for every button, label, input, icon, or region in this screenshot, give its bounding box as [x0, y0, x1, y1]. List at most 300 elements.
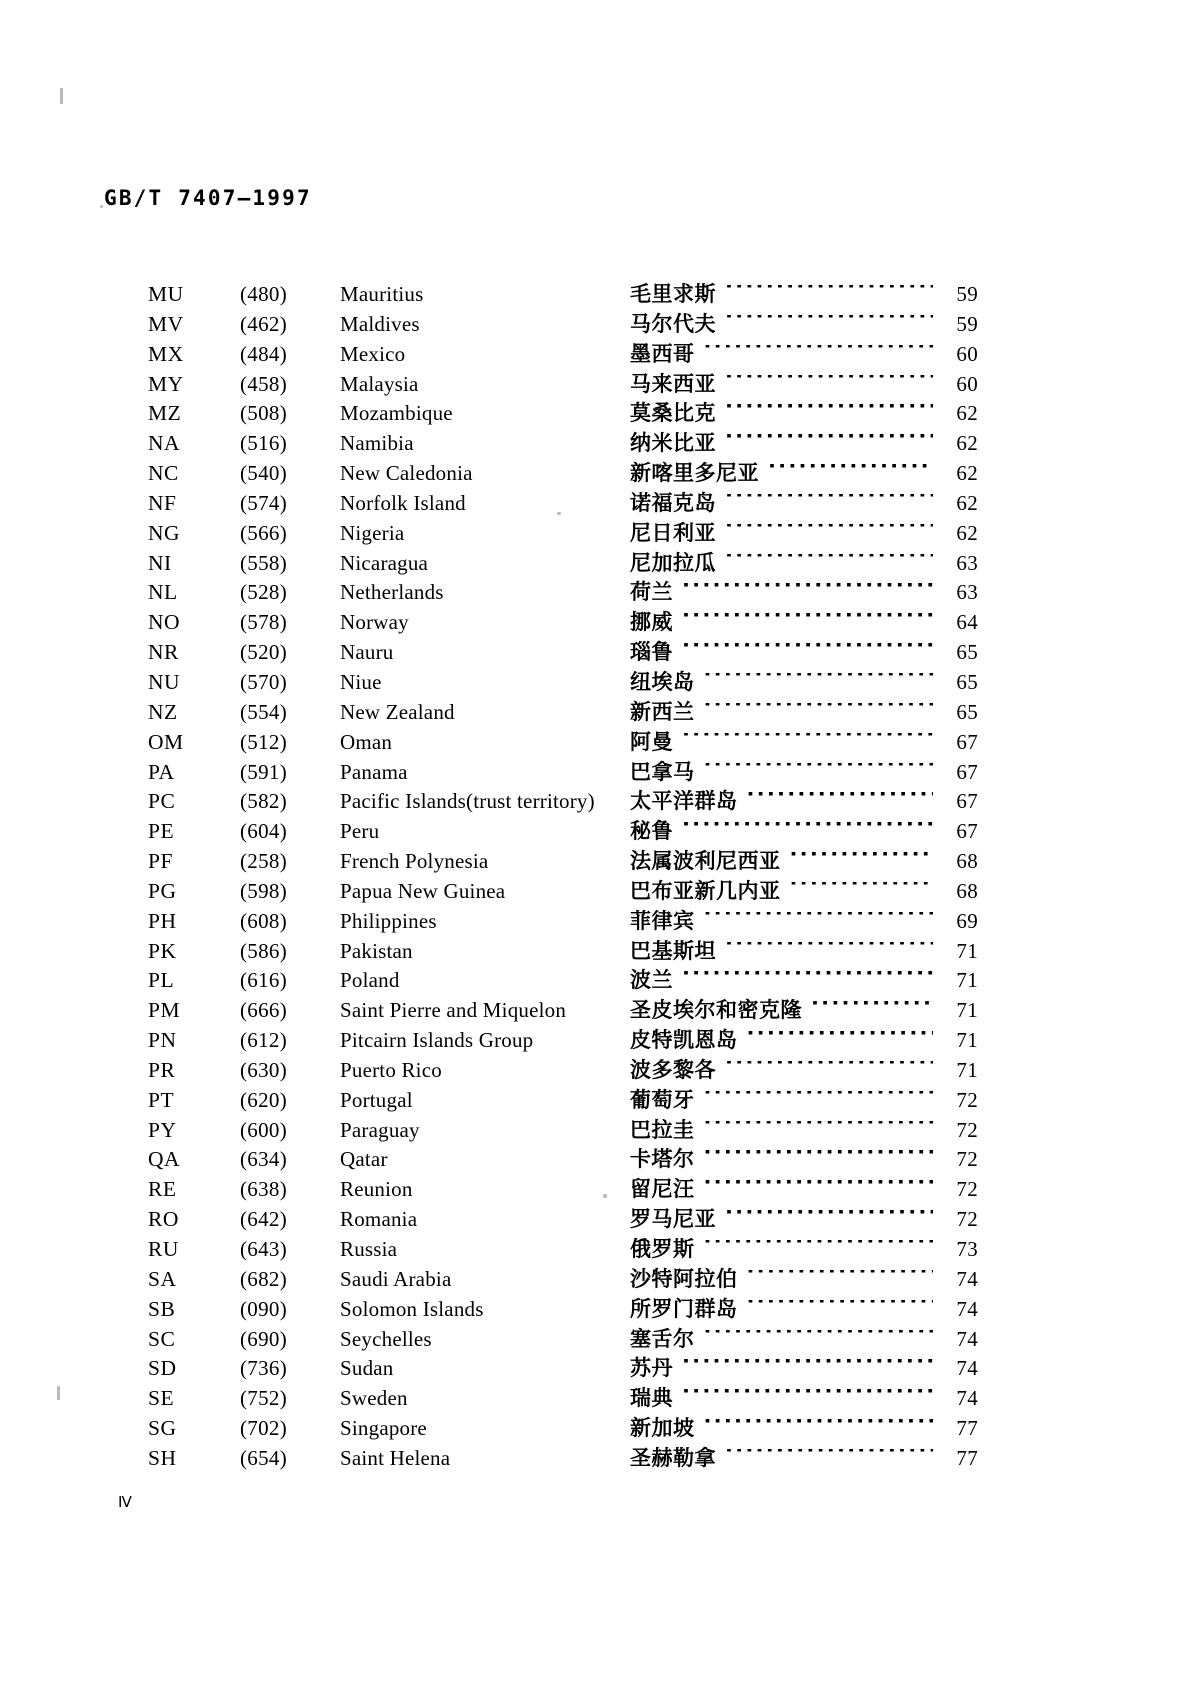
- table-row: [148, 1024, 978, 1054]
- country-name-english: Mexico: [340, 341, 406, 366]
- scan-speck: [60, 88, 63, 104]
- country-alpha-code: NA: [148, 431, 181, 456]
- page-number: 68: [956, 878, 978, 903]
- country-name-chinese: 葡萄牙: [630, 1087, 695, 1112]
- country-numeric-code: (258): [240, 849, 287, 874]
- country-name-english: Niue: [340, 669, 382, 694]
- table-row: [148, 1054, 978, 1084]
- country-numeric-code: (666): [240, 998, 287, 1023]
- dot-leader: [790, 852, 934, 868]
- country-name-chinese: 皮特凯恩岛: [630, 1028, 738, 1053]
- country-numeric-code: (512): [240, 729, 287, 754]
- country-name-english: Qatar: [340, 1147, 388, 1172]
- country-name-chinese: 新西兰: [630, 699, 695, 724]
- table-row: [148, 1233, 978, 1263]
- dot-leader: [725, 285, 933, 301]
- page-number: 62: [956, 461, 978, 486]
- country-alpha-code: SC: [148, 1326, 176, 1351]
- country-alpha-code: NI: [148, 550, 172, 575]
- page-number: 72: [956, 1087, 978, 1112]
- country-numeric-code: (620): [240, 1087, 287, 1112]
- country-alpha-code: NF: [148, 490, 177, 515]
- dot-leader: [682, 613, 933, 629]
- table-row: [148, 994, 978, 1024]
- table-row: [148, 368, 978, 398]
- chinese-name-and-leader: [630, 1412, 978, 1442]
- table-row: [148, 1114, 978, 1144]
- country-name-english: Namibia: [340, 431, 414, 456]
- country-alpha-code: NZ: [148, 699, 178, 724]
- country-numeric-code: (702): [240, 1416, 287, 1441]
- table-row: [148, 1263, 978, 1293]
- country-name-english: Reunion: [340, 1177, 413, 1202]
- chinese-name-and-leader: [630, 1263, 978, 1293]
- page-number: 72: [956, 1117, 978, 1142]
- country-name-english: Maldives: [340, 311, 420, 336]
- country-name-chinese: 莫桑比克: [630, 401, 716, 426]
- table-row: [148, 964, 978, 994]
- country-numeric-code: (570): [240, 669, 287, 694]
- chinese-name-and-leader: [630, 1143, 978, 1173]
- chinese-name-and-leader: [630, 1173, 978, 1203]
- chinese-name-and-leader: [630, 964, 978, 994]
- page-number: 74: [956, 1386, 978, 1411]
- country-name-chinese: 荷兰: [630, 580, 673, 605]
- country-name-english: Malaysia: [340, 371, 419, 396]
- page-number: 77: [956, 1445, 978, 1470]
- country-name-english: Norway: [340, 610, 409, 635]
- country-numeric-code: (690): [240, 1326, 287, 1351]
- country-name-english: Solomon Islands: [340, 1296, 484, 1321]
- country-name-english: New Zealand: [340, 699, 455, 724]
- chinese-name-and-leader: [630, 845, 978, 875]
- page-number: 72: [956, 1147, 978, 1172]
- country-alpha-code: SA: [148, 1266, 177, 1291]
- country-alpha-code: MU: [148, 282, 184, 306]
- country-alpha-code: RU: [148, 1237, 179, 1261]
- country-name-chinese: 俄罗斯: [630, 1237, 695, 1261]
- dot-leader: [682, 1359, 933, 1375]
- country-name-english: Seychelles: [340, 1326, 432, 1351]
- country-alpha-code: PM: [148, 998, 181, 1023]
- chinese-name-and-leader: [630, 636, 978, 666]
- country-name-english: Mauritius: [340, 282, 424, 306]
- table-row: [148, 397, 978, 427]
- page-number: 63: [956, 580, 978, 605]
- dot-leader: [704, 1330, 934, 1346]
- country-alpha-code: NU: [148, 669, 181, 694]
- country-numeric-code: (554): [240, 699, 287, 724]
- dot-leader: [747, 1300, 934, 1316]
- country-name-english: Panama: [340, 759, 408, 784]
- page-number: 62: [956, 431, 978, 456]
- dot-leader: [725, 1061, 933, 1077]
- country-numeric-code: (630): [240, 1057, 287, 1082]
- chinese-name-and-leader: [630, 935, 978, 965]
- table-row: [148, 636, 978, 666]
- country-numeric-code: (612): [240, 1028, 287, 1053]
- country-name-chinese: 沙特阿拉伯: [630, 1266, 738, 1291]
- country-name-chinese: 新加坡: [630, 1416, 695, 1441]
- table-row: [148, 726, 978, 756]
- chinese-name-and-leader: [630, 517, 978, 547]
- chinese-name-and-leader: [630, 696, 978, 726]
- page-number: 67: [956, 819, 978, 844]
- country-name-chinese: 圣赫勒拿: [630, 1445, 716, 1470]
- chinese-name-and-leader: [630, 487, 978, 517]
- table-row: [148, 845, 978, 875]
- dot-leader: [682, 733, 933, 749]
- page-number: 59: [956, 282, 978, 306]
- country-name-english: Poland: [340, 968, 400, 993]
- dot-leader: [682, 643, 933, 659]
- country-name-english: Pakistan: [340, 938, 413, 963]
- country-alpha-code: SH: [148, 1445, 177, 1470]
- country-name-english: Nauru: [340, 640, 394, 665]
- table-row: [148, 756, 978, 786]
- country-alpha-code: QA: [148, 1147, 181, 1172]
- country-name-english: Singapore: [340, 1416, 427, 1441]
- country-name-english: Portugal: [340, 1087, 413, 1112]
- table-row: [148, 308, 978, 338]
- page-number: 62: [956, 520, 978, 545]
- country-numeric-code: (604): [240, 819, 287, 844]
- table-row: [148, 1323, 978, 1353]
- table-row: [148, 1143, 978, 1173]
- chinese-name-and-leader: [630, 726, 978, 756]
- country-alpha-code: NL: [148, 580, 178, 605]
- country-name-english: Sweden: [340, 1386, 408, 1411]
- country-alpha-code: PK: [148, 938, 177, 963]
- country-numeric-code: (634): [240, 1147, 287, 1172]
- dot-leader: [704, 1419, 934, 1435]
- dot-leader: [725, 942, 933, 958]
- country-alpha-code: PR: [148, 1057, 176, 1082]
- dot-leader: [704, 1240, 934, 1256]
- table-row: [148, 1203, 978, 1233]
- table-row: [148, 1293, 978, 1323]
- dot-leader: [725, 494, 933, 510]
- country-numeric-code: (578): [240, 610, 287, 635]
- page-number: 74: [956, 1266, 978, 1291]
- country-name-english: Saint Helena: [340, 1445, 451, 1470]
- country-name-english: French Polynesia: [340, 849, 489, 874]
- page-number: 72: [956, 1177, 978, 1202]
- country-numeric-code: (600): [240, 1117, 287, 1142]
- country-name-chinese: 波兰: [630, 968, 673, 993]
- dot-leader: [704, 345, 934, 361]
- dot-leader: [704, 1180, 934, 1196]
- dot-leader: [704, 1150, 934, 1166]
- dot-leader: [682, 822, 933, 838]
- country-name-chinese: 巴拉圭: [630, 1117, 695, 1142]
- country-alpha-code: NG: [148, 520, 181, 545]
- country-numeric-code: (752): [240, 1386, 287, 1411]
- chinese-name-and-leader: [630, 1382, 978, 1412]
- chinese-name-and-leader: [630, 905, 978, 935]
- page-number: 62: [956, 401, 978, 426]
- country-name-chinese: 波多黎各: [630, 1057, 716, 1082]
- table-row: [148, 666, 978, 696]
- country-name-chinese: 法属波利尼西亚: [630, 849, 781, 874]
- page-number: 64: [956, 610, 978, 635]
- table-row: [148, 875, 978, 905]
- table-row: [148, 905, 978, 935]
- page-number: 74: [956, 1326, 978, 1351]
- dot-leader: [725, 554, 933, 570]
- country-numeric-code: (520): [240, 640, 287, 665]
- country-alpha-code: MX: [148, 341, 184, 366]
- page-number: 71: [956, 1028, 978, 1053]
- dot-leader: [682, 971, 933, 987]
- page-number: 62: [956, 490, 978, 515]
- chinese-name-and-leader: [630, 785, 978, 815]
- table-row: [148, 1352, 978, 1382]
- country-name-chinese: 瑙鲁: [630, 640, 673, 665]
- page-number: 67: [956, 789, 978, 814]
- table-row: [148, 815, 978, 845]
- dot-leader: [747, 792, 934, 808]
- country-name-chinese: 秘鲁: [630, 819, 673, 844]
- table-row: [148, 278, 978, 308]
- country-numeric-code: (591): [240, 759, 287, 784]
- table-row: [148, 1173, 978, 1203]
- table-row: [148, 517, 978, 547]
- country-alpha-code: SE: [148, 1386, 175, 1411]
- country-numeric-code: (090): [240, 1296, 287, 1321]
- page-number: 72: [956, 1207, 978, 1232]
- table-row: [148, 427, 978, 457]
- dot-leader: [682, 583, 933, 599]
- chinese-name-and-leader: [630, 1293, 978, 1323]
- country-name-english: Nicaragua: [340, 550, 429, 575]
- dot-leader: [725, 524, 933, 540]
- country-name-chinese: 苏丹: [630, 1356, 673, 1381]
- country-alpha-code: PT: [148, 1087, 175, 1112]
- country-numeric-code: (642): [240, 1207, 287, 1232]
- page-number: 60: [956, 341, 978, 366]
- country-name-chinese: 新喀里多尼亚: [630, 461, 759, 486]
- dot-leader: [704, 912, 934, 928]
- country-name-chinese: 墨西哥: [630, 341, 695, 366]
- dot-leader: [682, 1389, 933, 1405]
- chinese-name-and-leader: [630, 457, 978, 487]
- country-numeric-code: (462): [240, 311, 287, 336]
- country-name-english: Oman: [340, 729, 393, 754]
- country-name-chinese: 巴布亚新几内亚: [630, 878, 781, 903]
- table-row: [148, 1084, 978, 1114]
- dot-leader: [725, 404, 933, 420]
- country-numeric-code: (586): [240, 938, 287, 963]
- dot-leader: [704, 703, 934, 719]
- chinese-name-and-leader: [630, 1024, 978, 1054]
- page-number: 65: [956, 699, 978, 724]
- country-name-chinese: 卡塔尔: [630, 1147, 695, 1172]
- table-row: [148, 547, 978, 577]
- table-row: [148, 1442, 978, 1472]
- country-numeric-code: (558): [240, 550, 287, 575]
- country-name-english: Peru: [340, 819, 380, 844]
- country-alpha-code: PN: [148, 1028, 177, 1053]
- country-alpha-code: PL: [148, 968, 175, 993]
- country-name-english: Mozambique: [340, 401, 453, 426]
- table-row: [148, 696, 978, 726]
- chinese-name-and-leader: [630, 397, 978, 427]
- country-name-chinese: 巴拿马: [630, 759, 695, 784]
- page-number: 69: [956, 908, 978, 933]
- chinese-name-and-leader: [630, 368, 978, 398]
- table-row: [148, 338, 978, 368]
- country-numeric-code: (540): [240, 461, 287, 486]
- page-number: 65: [956, 640, 978, 665]
- chinese-name-and-leader: [630, 666, 978, 696]
- country-numeric-code: (608): [240, 908, 287, 933]
- table-row: [148, 1412, 978, 1442]
- chinese-name-and-leader: [630, 1233, 978, 1263]
- chinese-name-and-leader: [630, 1054, 978, 1084]
- country-numeric-code: (566): [240, 520, 287, 545]
- page-number: 71: [956, 998, 978, 1023]
- country-numeric-code: (528): [240, 580, 287, 605]
- country-numeric-code: (638): [240, 1177, 287, 1202]
- country-code-index-table: [148, 278, 978, 1472]
- country-alpha-code: PG: [148, 878, 177, 903]
- chinese-name-and-leader: [630, 278, 978, 308]
- country-alpha-code: NO: [148, 610, 181, 635]
- page-number: 74: [956, 1296, 978, 1321]
- country-name-english: Russia: [340, 1237, 398, 1261]
- country-name-english: Saint Pierre and Miquelon: [340, 998, 567, 1023]
- page-number: 67: [956, 759, 978, 784]
- country-alpha-code: PY: [148, 1117, 177, 1142]
- country-alpha-code: PE: [148, 819, 175, 844]
- country-name-chinese: 纳米比亚: [630, 431, 716, 456]
- country-numeric-code: (643): [240, 1237, 287, 1261]
- country-name-chinese: 太平洋群岛: [630, 789, 738, 814]
- chinese-name-and-leader: [630, 875, 978, 905]
- country-name-english: Philippines: [340, 908, 437, 933]
- dot-leader: [725, 1210, 933, 1226]
- dot-leader: [725, 1449, 933, 1465]
- chinese-name-and-leader: [630, 606, 978, 636]
- country-name-english: Netherlands: [340, 580, 444, 605]
- chinese-name-and-leader: [630, 1114, 978, 1144]
- dot-leader: [725, 375, 933, 391]
- page-number: 71: [956, 1057, 978, 1082]
- country-name-chinese: 马来西亚: [630, 371, 716, 396]
- chinese-name-and-leader: [630, 427, 978, 457]
- country-numeric-code: (682): [240, 1266, 287, 1291]
- table-row: [148, 487, 978, 517]
- country-name-english: Pitcairn Islands Group: [340, 1028, 534, 1053]
- page-number: 59: [956, 311, 978, 336]
- page-number: 74: [956, 1356, 978, 1381]
- chinese-name-and-leader: [630, 815, 978, 845]
- page-number: 60: [956, 371, 978, 396]
- country-name-chinese: 挪威: [630, 610, 673, 635]
- country-name-english: Romania: [340, 1207, 418, 1232]
- scan-speck: [100, 205, 103, 208]
- chinese-name-and-leader: [630, 547, 978, 577]
- dot-leader: [704, 1121, 934, 1137]
- country-alpha-code: NR: [148, 640, 179, 665]
- dot-leader: [704, 1091, 934, 1107]
- chinese-name-and-leader: [630, 576, 978, 606]
- country-numeric-code: (516): [240, 431, 287, 456]
- country-numeric-code: (480): [240, 282, 287, 306]
- country-name-chinese: 阿曼: [630, 729, 673, 754]
- table-row: [148, 785, 978, 815]
- country-name-chinese: 菲律宾: [630, 908, 695, 933]
- chinese-name-and-leader: [630, 994, 978, 1024]
- country-name-english: Puerto Rico: [340, 1057, 442, 1082]
- page-number: 65: [956, 669, 978, 694]
- country-name-english: Norfolk Island: [340, 490, 466, 515]
- country-alpha-code: SD: [148, 1356, 177, 1381]
- dot-leader: [747, 1031, 934, 1047]
- country-numeric-code: (508): [240, 401, 287, 426]
- country-alpha-code: PF: [148, 849, 173, 874]
- country-name-chinese: 巴基斯坦: [630, 938, 716, 963]
- page-number: 71: [956, 968, 978, 993]
- country-numeric-code: (736): [240, 1356, 287, 1381]
- dot-leader: [725, 315, 933, 331]
- scan-speck: [557, 512, 561, 515]
- country-numeric-code: (484): [240, 341, 287, 366]
- chinese-name-and-leader: [630, 1084, 978, 1114]
- chinese-name-and-leader: [630, 308, 978, 338]
- country-name-english: Pacific Islands(trust territory): [340, 789, 595, 814]
- country-alpha-code: PH: [148, 908, 177, 933]
- chinese-name-and-leader: [630, 1442, 978, 1472]
- country-name-english: Papua New Guinea: [340, 878, 506, 903]
- dot-leader: [790, 882, 934, 898]
- country-alpha-code: PA: [148, 759, 175, 784]
- country-alpha-code: PC: [148, 789, 176, 814]
- dot-leader: [704, 673, 934, 689]
- country-alpha-code: MV: [148, 311, 184, 336]
- country-name-chinese: 马尔代夫: [630, 311, 716, 336]
- page-folio: Ⅳ: [118, 1493, 133, 1511]
- scan-speck: [603, 1194, 607, 1198]
- country-name-chinese: 塞舌尔: [630, 1326, 695, 1351]
- page-number: 68: [956, 849, 978, 874]
- country-alpha-code: OM: [148, 729, 184, 754]
- country-numeric-code: (654): [240, 1445, 287, 1470]
- country-name-chinese: 所罗门群岛: [630, 1296, 738, 1321]
- country-alpha-code: MY: [148, 371, 184, 396]
- country-name-chinese: 尼日利亚: [630, 520, 716, 545]
- standard-code-header: GB/T 7407—1997: [104, 186, 312, 210]
- country-name-english: Nigeria: [340, 520, 405, 545]
- country-numeric-code: (574): [240, 490, 287, 515]
- table-row: [148, 576, 978, 606]
- country-name-english: Sudan: [340, 1356, 394, 1381]
- table-row: [148, 457, 978, 487]
- page-number: 73: [956, 1237, 978, 1261]
- page-number: 63: [956, 550, 978, 575]
- dot-leader: [768, 464, 933, 480]
- country-alpha-code: NC: [148, 461, 179, 486]
- scan-speck: [57, 1386, 60, 1400]
- page-number: 67: [956, 729, 978, 754]
- country-name-chinese: 尼加拉瓜: [630, 550, 716, 575]
- country-alpha-code: SB: [148, 1296, 176, 1321]
- country-name-chinese: 留尼汪: [630, 1177, 695, 1202]
- dot-leader: [704, 763, 934, 779]
- chinese-name-and-leader: [630, 338, 978, 368]
- country-name-chinese: 纽埃岛: [630, 669, 695, 694]
